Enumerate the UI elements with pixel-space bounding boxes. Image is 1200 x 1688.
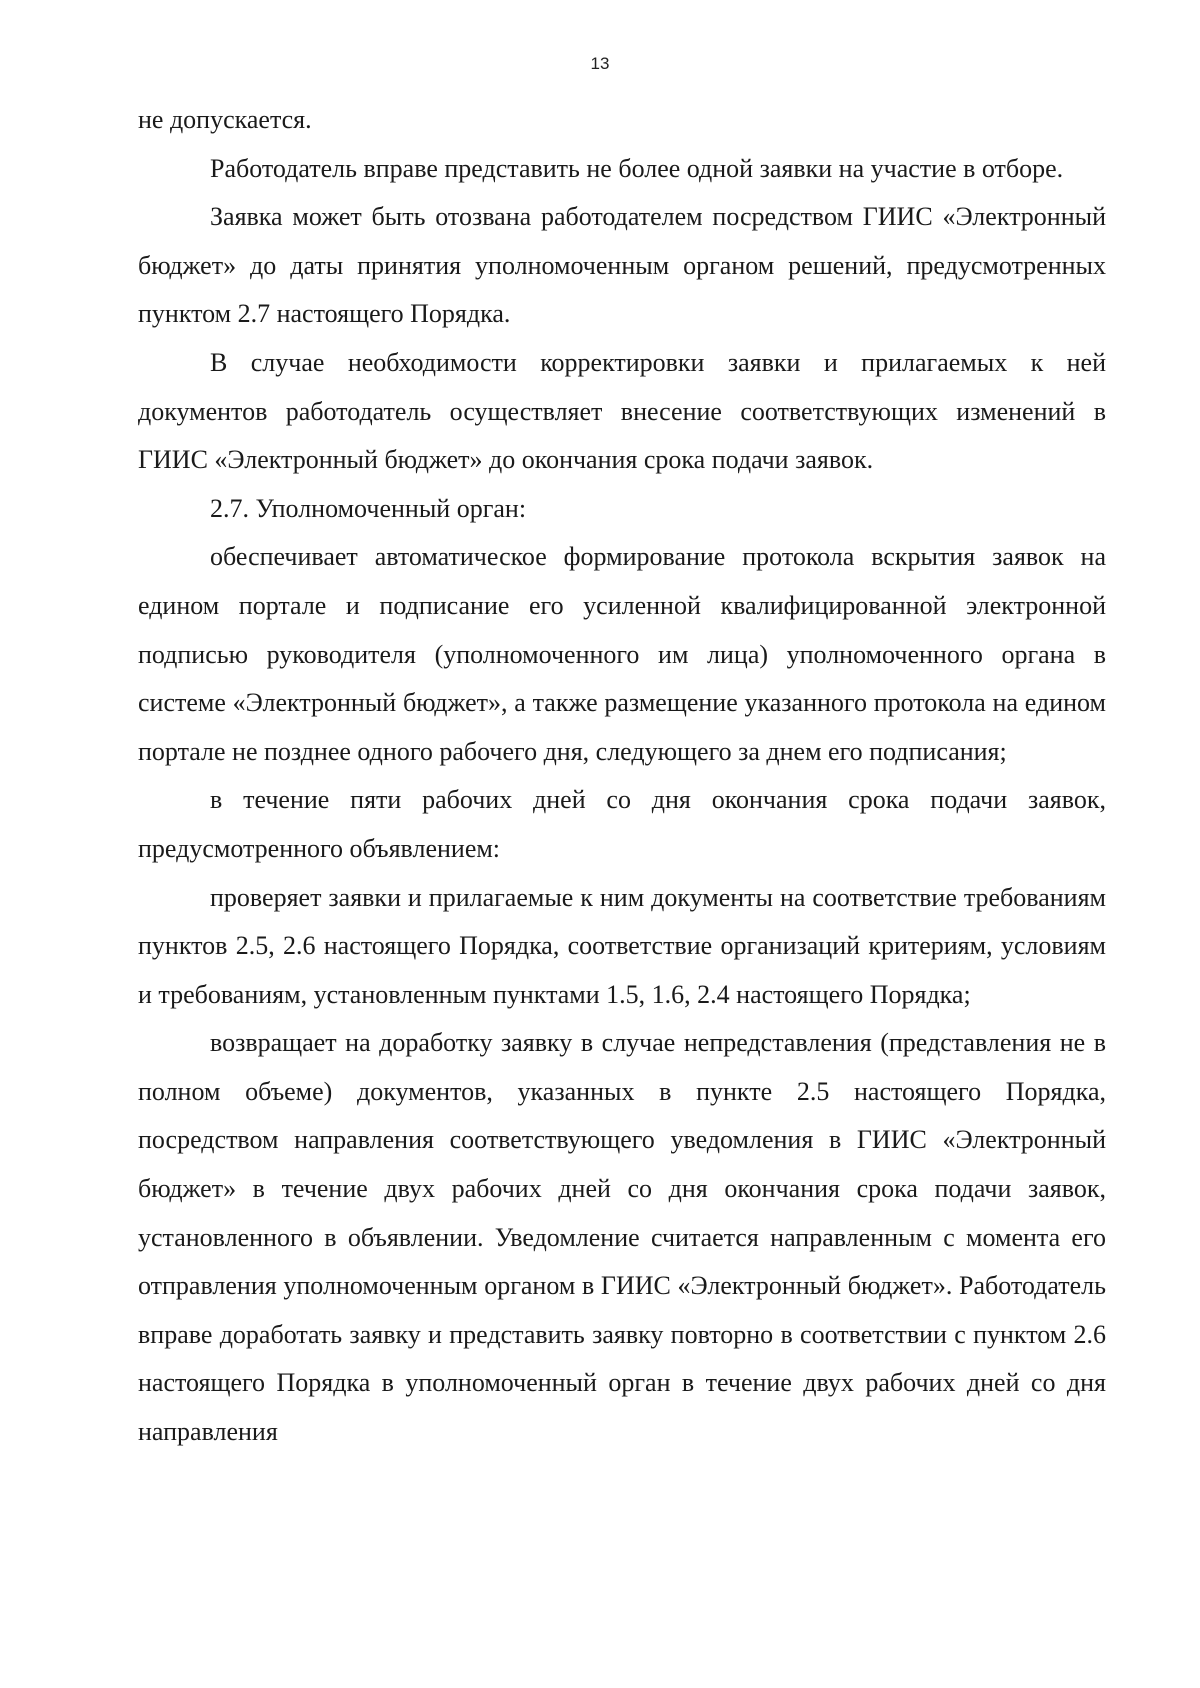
paragraph: Работодатель вправе представить не более одной заявки на участие в отборе.: [210, 153, 1064, 183]
document-body: [138, 96, 1106, 1457]
section-heading: 2.7. Уполномоченный орган:: [210, 493, 527, 523]
paragraph: не допускается.: [138, 105, 312, 134]
paragraph: Заявка может быть отозвана работодателем посредством ГИИС «Электронный бюджет» до даты принятия уполномоченным органом решений, предусмотренных пунктом 2.7 настоящего Порядка.: [138, 202, 1106, 329]
paragraph: проверяет заявки и прилагаемые к ним документы на соответствие требованиям пунктов 2.5, 2.6 настоящего Порядка, соответствие организаций критериям, условиям и требованиям, установленным пунктами 1.5, 1.6, 2.4 настоящего Порядка;: [138, 882, 1106, 1009]
paragraph: в течение пяти рабочих дней со дня окончания срока подачи заявок, предусмотренного объявлением:: [138, 785, 1106, 863]
paragraph: В случае необходимости корректировки заявки и прилагаемых к ней документов работодатель осуществляет внесение соответствующих изменений в ГИИС «Электронный бюджет» до окончания срока подачи заявок.: [138, 347, 1106, 475]
page-number: 13: [590, 54, 610, 73]
paragraph: возвращает на доработку заявку в случае непредставления (представления не в полном объеме) документов, указанных в пункте 2.5 настоящего Порядка, посредством направления соответствующего уведомления в ГИИС «Электронный бюджет» в течение двух рабочих дней со дня окончания срока подачи заявок, установленного в объявлении. Уведомление считается направленным с момента его отправления уполномоченным органом в ГИИС «Электронный бюджет». Работодатель вправе доработать заявку и представить заявку повторно в соответствии с пунктом 2.6 настоящего Порядка в уполномоченный орган в течение двух рабочих дней со дня направления: [138, 1028, 1106, 1447]
paragraph: обеспечивает автоматическое формирование протокола вскрытия заявок на едином портале и подписание его усиленной квалифицированной электронной подписью руководителя (уполномоченного им лица) уполномоченного органа в системе «Электронный бюджет», а также размещение указанного протокола на едином портале не позднее одного рабочего дня, следующего за днем его подписания;: [138, 542, 1106, 766]
